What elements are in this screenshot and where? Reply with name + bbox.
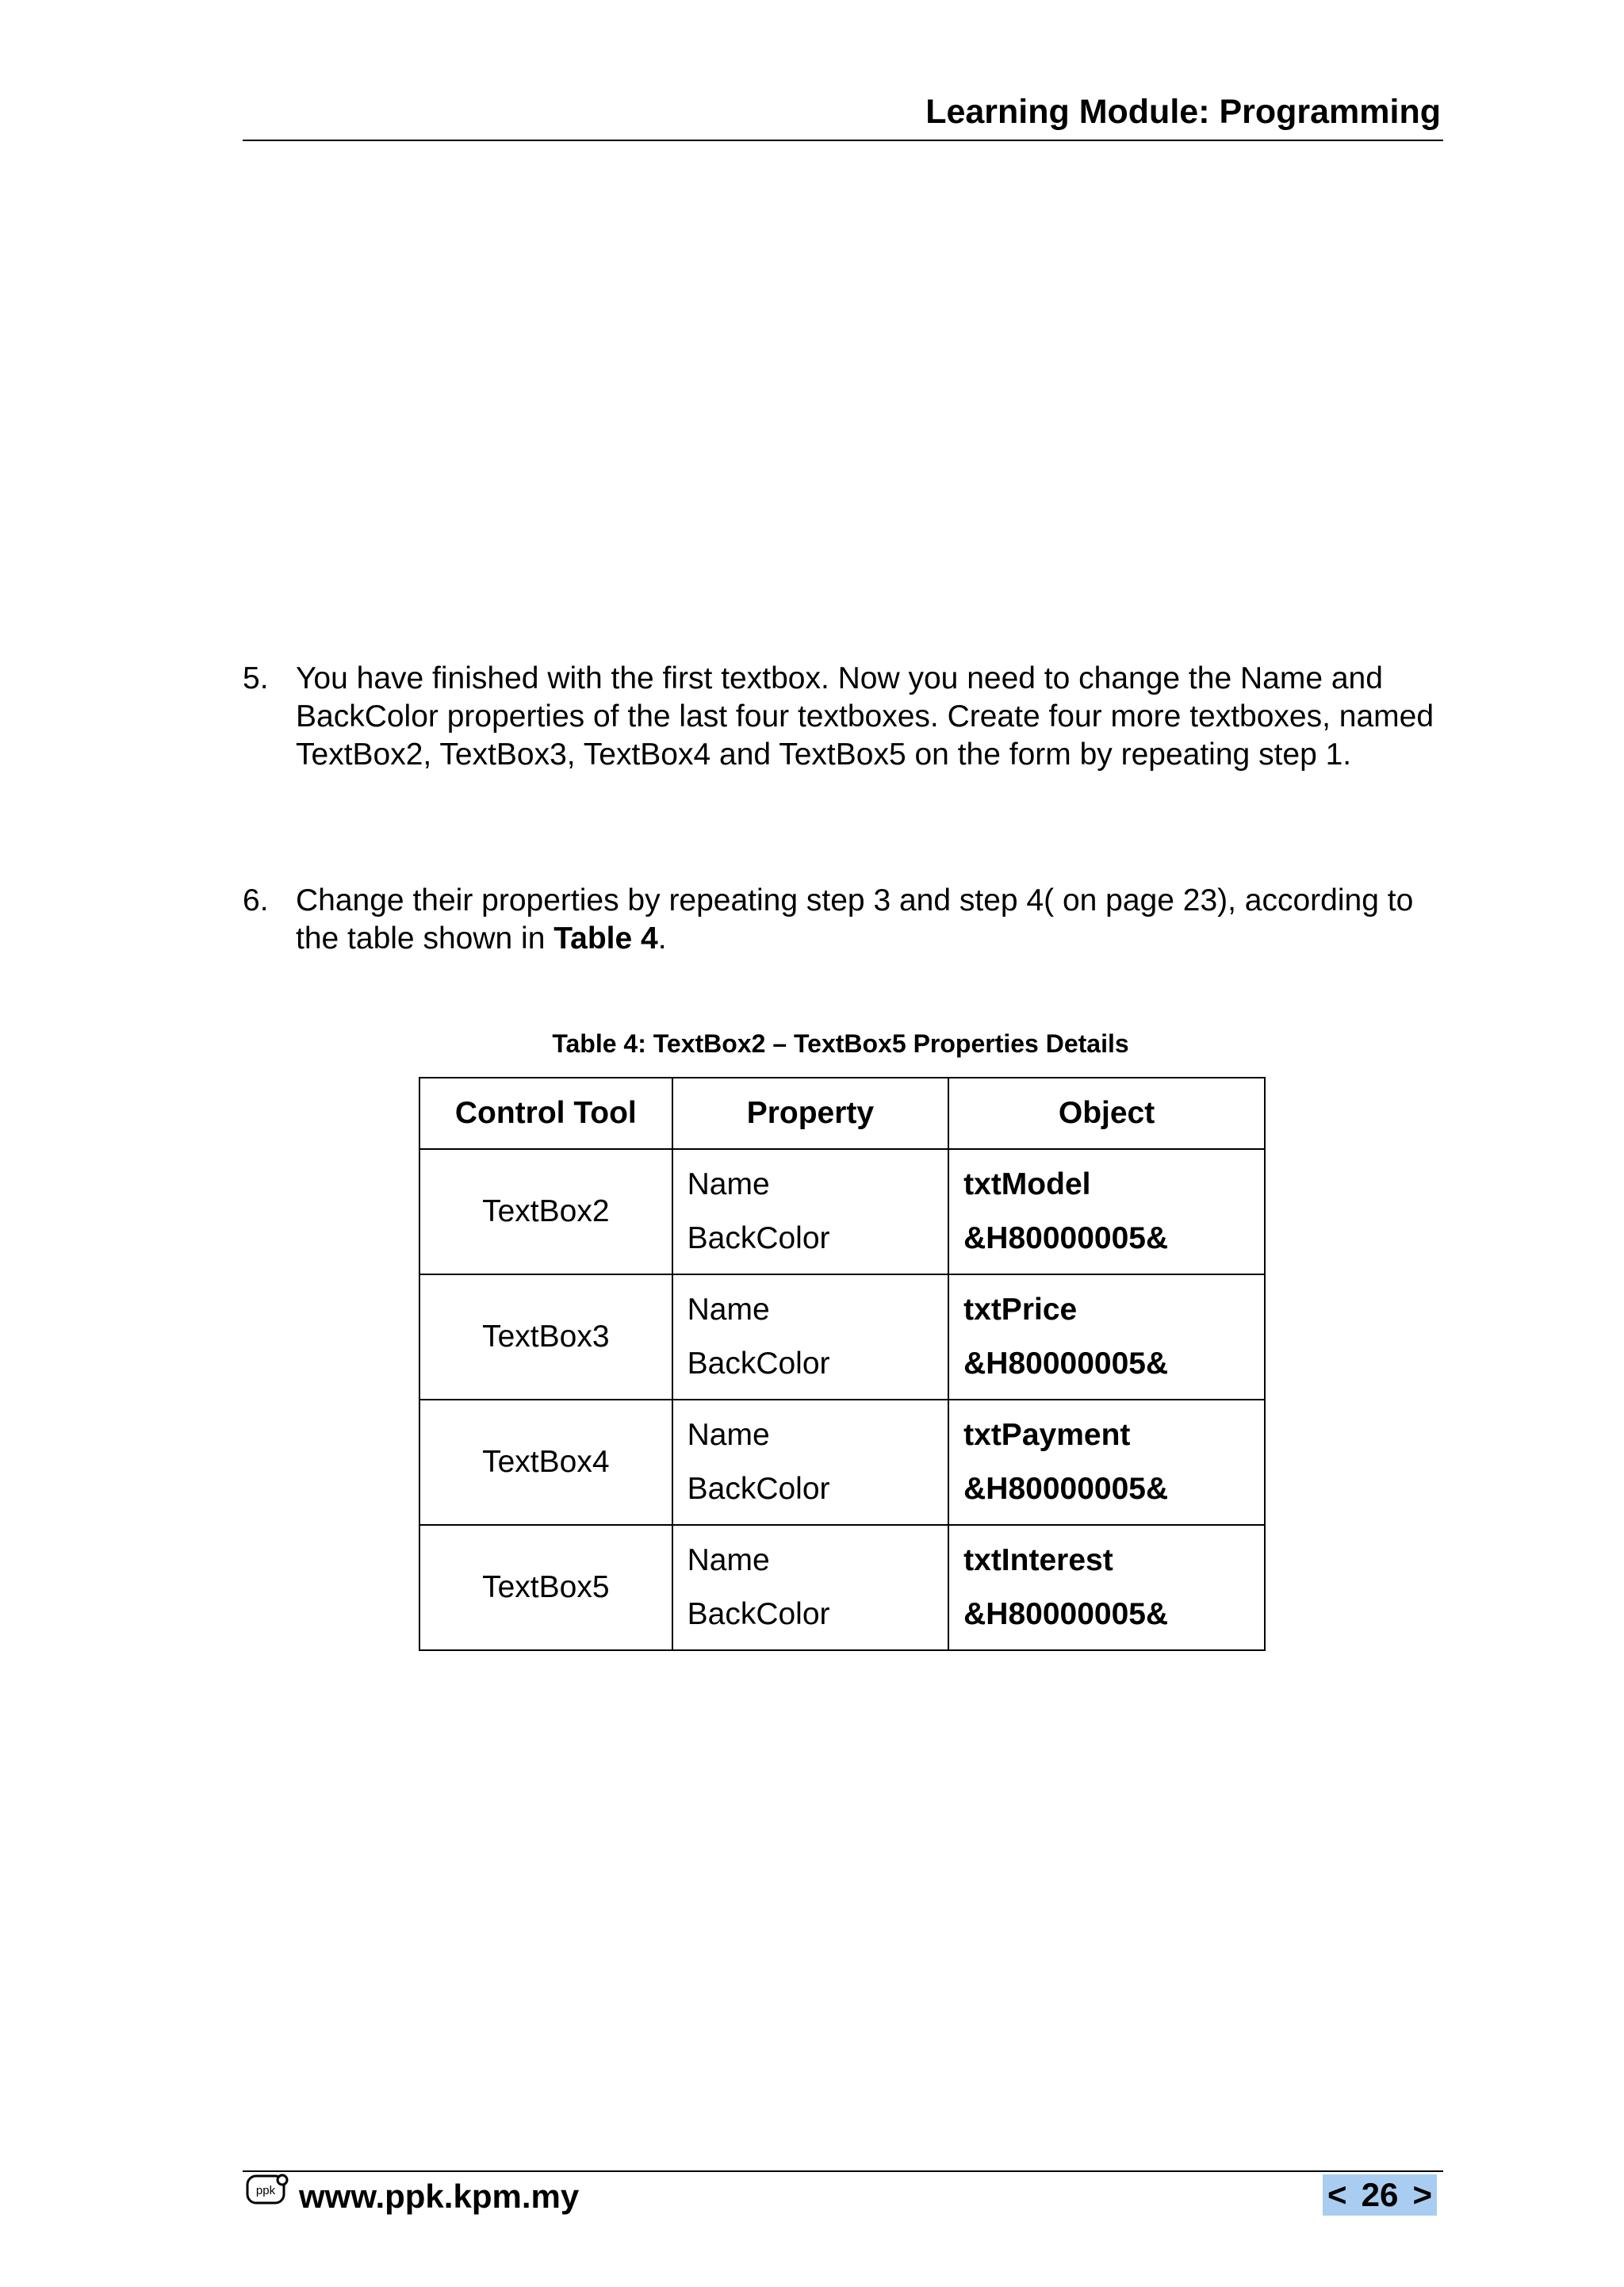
header-property: Property xyxy=(672,1078,949,1149)
logo-text: ppk xyxy=(255,2184,276,2197)
footer-divider xyxy=(243,2170,1443,2172)
property-backcolor: BackColor xyxy=(687,1347,830,1381)
object-name-value: txtInterest xyxy=(963,1543,1113,1577)
table-caption: Table 4: TextBox2 – TextBox5 Properties Details xyxy=(552,1029,1129,1058)
step-text: You have finished with the first textbox. Now you need to change the Name and BackColor properties of the last four textboxes. Create four more textboxes, named TextBox2, TextBox3, TextBox4 and TextBox5 on the form by repeating step 1. xyxy=(296,661,1434,772)
header-control-tool: Control Tool xyxy=(419,1078,672,1149)
header-divider xyxy=(243,140,1443,141)
object-name-value: txtModel xyxy=(963,1167,1091,1201)
step-text xyxy=(296,882,1438,958)
property-name: Name xyxy=(687,1167,770,1201)
step-number: 6. xyxy=(243,883,269,917)
object-cell xyxy=(948,1525,1265,1650)
prev-page-arrow[interactable]: < xyxy=(1327,2176,1347,2213)
properties-table xyxy=(419,1077,1266,1651)
object-cell xyxy=(948,1274,1265,1400)
property-backcolor: BackColor xyxy=(687,1221,830,1255)
object-backcolor-value: &H80000005& xyxy=(963,1221,1169,1255)
next-page-arrow[interactable]: > xyxy=(1412,2176,1432,2213)
table-row xyxy=(419,1525,1265,1650)
table-row xyxy=(419,1149,1265,1274)
step-6 xyxy=(243,882,1432,961)
control-tool-cell: TextBox2 xyxy=(419,1149,672,1274)
step-text-part: Change their properties by repeating step 3 and step 4( on page 23), according to the table shown in xyxy=(296,883,1414,956)
object-backcolor-value: &H80000005& xyxy=(963,1347,1169,1381)
control-tool-cell: TextBox5 xyxy=(419,1525,672,1650)
control-tool-cell: TextBox3 xyxy=(419,1274,672,1400)
property-cell xyxy=(672,1525,949,1650)
object-cell xyxy=(948,1149,1265,1274)
property-backcolor: BackColor xyxy=(687,1472,830,1506)
control-tool-cell: TextBox4 xyxy=(419,1400,672,1525)
property-cell xyxy=(672,1400,949,1525)
property-name: Name xyxy=(687,1418,770,1452)
page-number: 26 xyxy=(1361,2176,1399,2213)
property-cell xyxy=(672,1274,949,1400)
step-5 xyxy=(243,660,1432,818)
property-cell xyxy=(672,1149,949,1274)
table-reference: Table 4 xyxy=(553,921,658,956)
page-number-badge xyxy=(1323,2174,1437,2216)
object-backcolor-value: &H80000005& xyxy=(963,1472,1169,1506)
header-object: Object xyxy=(948,1078,1265,1149)
object-name-value: txtPayment xyxy=(963,1418,1131,1452)
property-name: Name xyxy=(687,1293,770,1327)
object-name-value: txtPrice xyxy=(963,1293,1078,1327)
table-row xyxy=(419,1274,1265,1400)
table-row xyxy=(419,1400,1265,1525)
footer-url: www.ppk.kpm.my xyxy=(299,2178,580,2215)
property-backcolor: BackColor xyxy=(687,1597,830,1631)
ppk-logo-icon xyxy=(246,2173,290,2208)
step-number: 5. xyxy=(243,661,269,695)
step-text-part: . xyxy=(657,921,667,956)
header-title: Learning Module: Programming xyxy=(925,93,1441,131)
property-name: Name xyxy=(687,1543,770,1577)
object-backcolor-value: &H80000005& xyxy=(963,1597,1169,1631)
table-header-row xyxy=(419,1078,1265,1149)
object-cell xyxy=(948,1400,1265,1525)
